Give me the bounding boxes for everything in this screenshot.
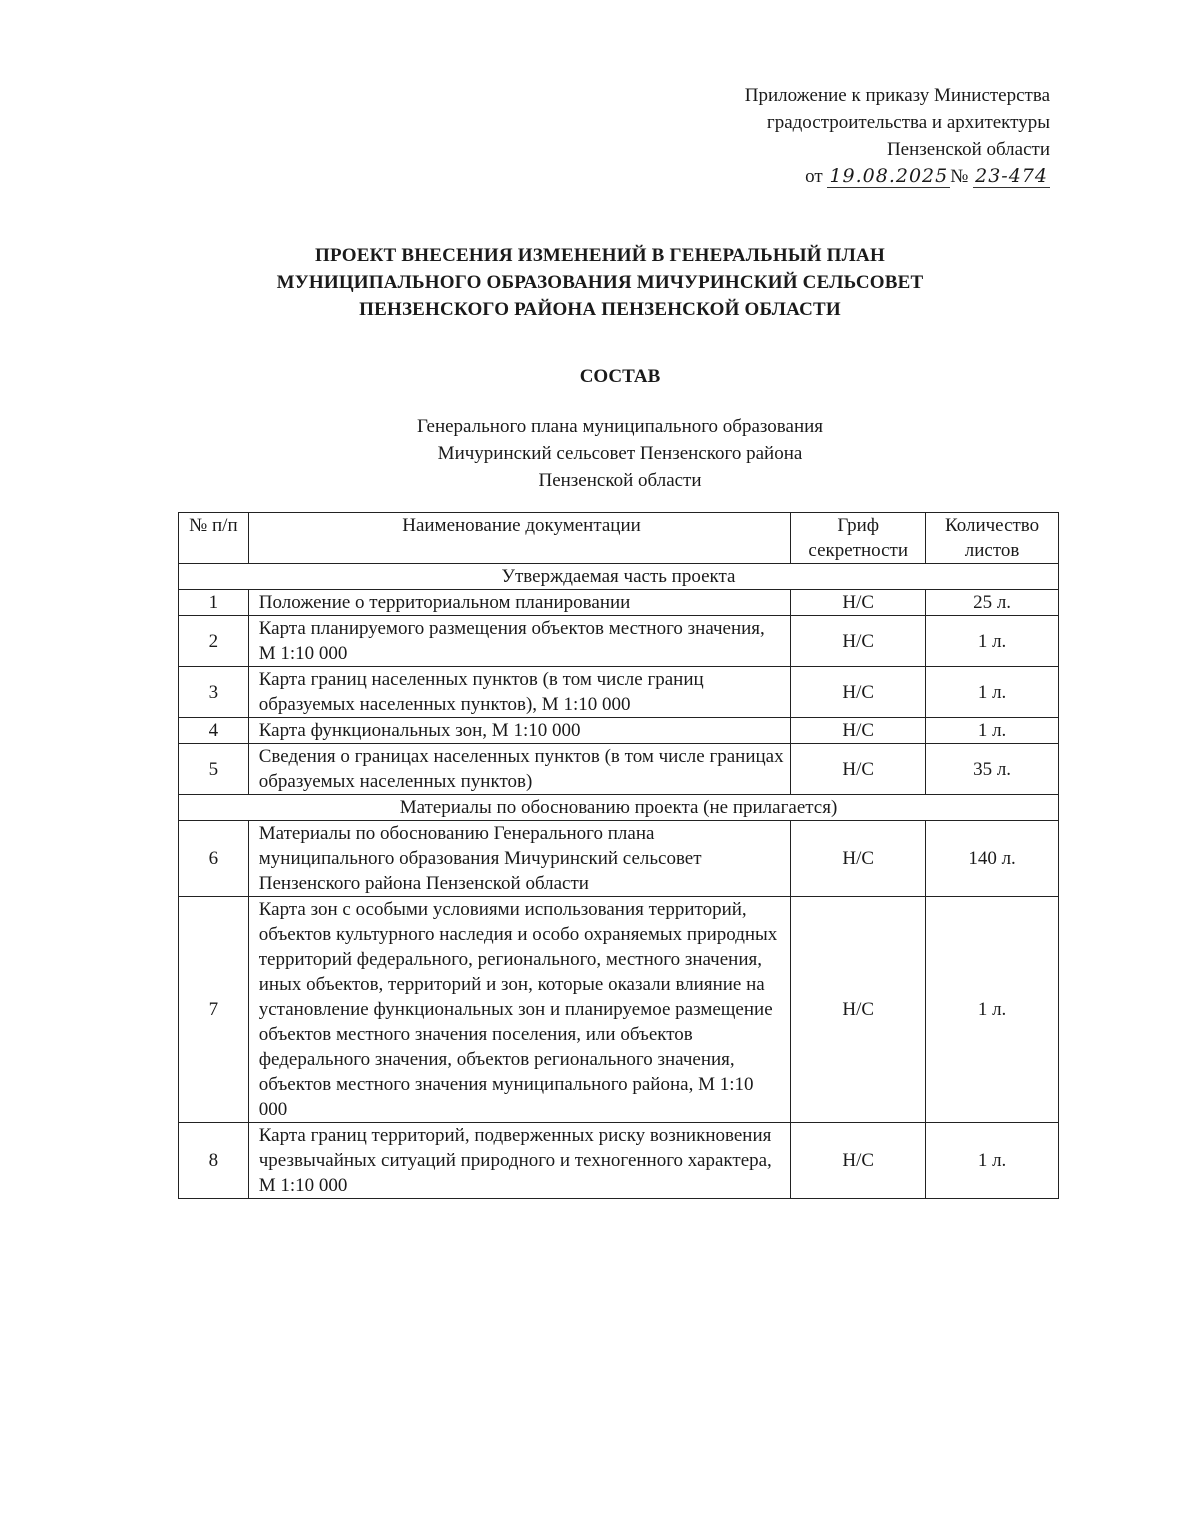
- row-num: 1: [179, 590, 249, 616]
- row-grif: Н/С: [791, 590, 926, 616]
- header-name: Наименование документации: [248, 513, 791, 564]
- row-grif: Н/С: [791, 667, 926, 718]
- annex-line-2: градостроительства и архитектуры: [766, 112, 1050, 133]
- row-num: 6: [179, 821, 249, 897]
- section-title: Материалы по обоснованию проекта (не прилагается): [179, 795, 1059, 821]
- document-subtitle: [0, 413, 1200, 494]
- header-qty: Количество листов: [926, 513, 1059, 564]
- row-name: Сведения о границах населенных пунктов (в том числе границах образуемых населенных пунктов): [248, 744, 791, 795]
- annex-date-prefix: от: [805, 166, 823, 187]
- row-qty: 1 л.: [926, 897, 1059, 1123]
- table-row: [179, 616, 1059, 667]
- header-num: № п/п: [179, 513, 249, 564]
- row-name: Положение о территориальном планировании: [248, 590, 791, 616]
- table-row: [179, 1123, 1059, 1199]
- row-num: 2: [179, 616, 249, 667]
- annex-date-line: [745, 163, 1050, 190]
- subtitle-line-2: Мичуринский сельсовет Пензенского района: [437, 443, 803, 464]
- documents-table: [178, 512, 1059, 1199]
- table-row: [179, 744, 1059, 795]
- title-line-3: ПЕНЗЕНСКОГО РАЙОНА ПЕНЗЕНСКОЙ ОБЛАСТИ: [359, 299, 841, 320]
- title-line-2: МУНИЦИПАЛЬНОГО ОБРАЗОВАНИЯ МИЧУРИНСКИЙ СЕЛЬСОВЕТ: [276, 272, 924, 293]
- subtitle-line-3: Пензенской области: [538, 470, 702, 491]
- row-grif: Н/С: [791, 1123, 926, 1199]
- table-row: [179, 821, 1059, 897]
- row-qty: 25 л.: [926, 590, 1059, 616]
- row-name: Карта границ территорий, подверженных риску возникновения чрезвычайных ситуаций природного и техногенного характера, М 1:10 000: [248, 1123, 791, 1199]
- section-row: [179, 564, 1059, 590]
- row-name: Карта планируемого размещения объектов местного значения, М 1:10 000: [248, 616, 791, 667]
- row-num: 4: [179, 718, 249, 744]
- row-name: Карта зон с особыми условиями использования территорий, объектов культурного наследия и особо охраняемых природных территорий федерального, регионального, местного значения, иных объектов, территорий и зон, которые оказали влияние на установление функциональных зон и планируемое размещение объектов местного значения поселения, или объектов федерального значения, объектов регионального значения, объектов местного значения муниципального района, М 1:10 000: [248, 897, 791, 1123]
- document-title: [0, 242, 1200, 323]
- annex-date: 19.08.2025: [829, 165, 949, 187]
- row-num: 8: [179, 1123, 249, 1199]
- annex-number: 23-474: [975, 165, 1048, 187]
- row-qty: 140 л.: [926, 821, 1059, 897]
- annex-block: [745, 82, 1050, 190]
- row-qty: 1 л.: [926, 1123, 1059, 1199]
- section-heading: СОСТАВ: [579, 366, 661, 387]
- row-qty: 35 л.: [926, 744, 1059, 795]
- table-row: [179, 590, 1059, 616]
- section-title: Утверждаемая часть проекта: [179, 564, 1059, 590]
- row-grif: Н/С: [791, 744, 926, 795]
- annex-number-label: №: [950, 166, 969, 187]
- table-row: [179, 667, 1059, 718]
- row-num: 5: [179, 744, 249, 795]
- row-name: Карта границ населенных пунктов (в том числе границ образуемых населенных пунктов), М 1:10 000: [248, 667, 791, 718]
- annex-line-3: Пензенской области: [886, 139, 1050, 160]
- subtitle-line-1: Генерального плана муниципального образования: [416, 416, 824, 437]
- row-qty: 1 л.: [926, 616, 1059, 667]
- row-qty: 1 л.: [926, 667, 1059, 718]
- row-grif: Н/С: [791, 616, 926, 667]
- row-grif: Н/С: [791, 718, 926, 744]
- row-name: Материалы по обоснованию Генерального плана муниципального образования Мичуринский сельсовет Пензенского района Пензенской области: [248, 821, 791, 897]
- row-grif: Н/С: [791, 897, 926, 1123]
- row-num: 7: [179, 897, 249, 1123]
- table-row: [179, 897, 1059, 1123]
- section-row: [179, 795, 1059, 821]
- table-header-row: [179, 513, 1059, 564]
- row-grif: Н/С: [791, 821, 926, 897]
- row-qty: 1 л.: [926, 718, 1059, 744]
- annex-line-1: Приложение к приказу Министерства: [744, 85, 1050, 106]
- header-grif: Гриф секретности: [791, 513, 926, 564]
- row-name: Карта функциональных зон, М 1:10 000: [248, 718, 791, 744]
- table-row: [179, 718, 1059, 744]
- row-num: 3: [179, 667, 249, 718]
- title-line-1: ПРОЕКТ ВНЕСЕНИЯ ИЗМЕНЕНИЙ В ГЕНЕРАЛЬНЫЙ ПЛАН: [315, 245, 885, 266]
